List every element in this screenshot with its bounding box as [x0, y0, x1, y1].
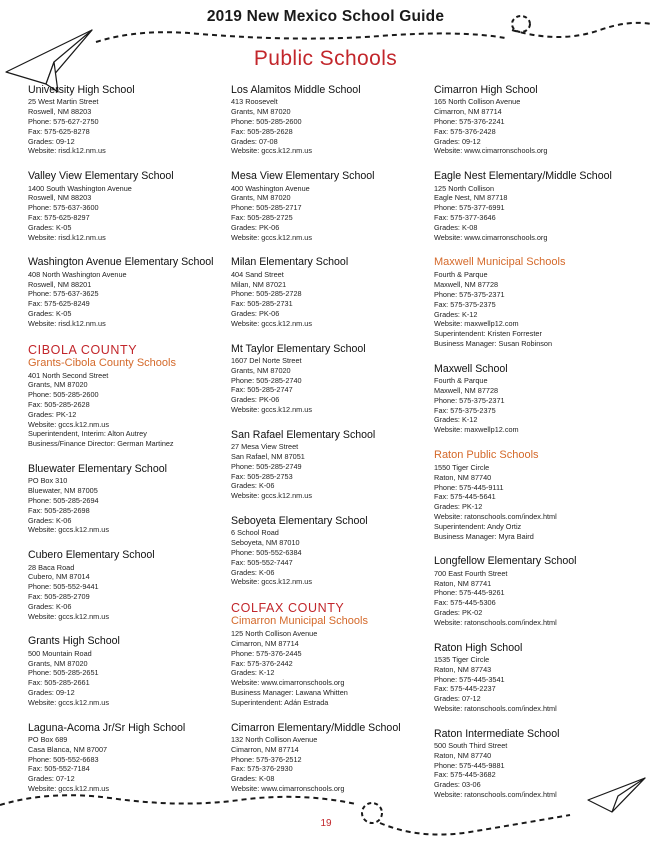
school-detail-line: Phone: 575-627-2750 [28, 117, 99, 126]
school-detail-line: Grades: PK-06 [231, 308, 280, 318]
school-detail-line: Cimarron, NM 87714 [434, 107, 502, 117]
school-detail-line: Fax: 575-445-3682 [434, 770, 496, 780]
school-detail-line: Roswell, NM 88201 [28, 279, 92, 289]
school-name: Milan Elementary School [231, 256, 349, 269]
school-detail-line: Phone: 575-376-2445 [231, 648, 302, 658]
school-entry [434, 449, 630, 541]
school-detail-line: Website: gccs.k12.nm.us [28, 697, 109, 707]
school-name: Cimarron High School [434, 84, 538, 96]
school-name: Seboyeta Elementary School [231, 514, 368, 527]
school-detail-line: Grades: 07-08 [231, 136, 278, 146]
school-entry [231, 601, 427, 707]
school-detail-line: Fourth & Parque [434, 376, 488, 386]
school-detail-line: Superintendent, Interim: Alton Autrey [28, 429, 147, 439]
school-detail-line: Phone: 575-445-9111 [434, 482, 504, 492]
school-entry [28, 463, 224, 535]
school-detail-line: Grades: K-05 [28, 308, 72, 318]
school-name: Mesa View Elementary School [231, 170, 375, 183]
district-name: Cimarron Municipal Schools [231, 615, 368, 628]
school-detail-line: Website: ratonschools.com/index.html [434, 703, 557, 713]
school-detail-line: Website: ratonschools.com/index.html [434, 617, 557, 627]
school-detail-line: Grades: 07-12 [434, 694, 481, 704]
school-detail-line: Fax: 505-285-2628 [28, 399, 90, 409]
school-detail-line: Website: gccs.k12.nm.us [231, 577, 312, 587]
school-detail-line: Phone: 505-285-2694 [28, 495, 99, 505]
school-entry [231, 256, 427, 328]
school-detail-line: 413 Roosevelt [231, 97, 278, 107]
school-detail-line: Website: gccs.k12.nm.us [231, 491, 312, 501]
school-detail-line: Fax: 505-285-2628 [231, 126, 293, 136]
school-detail-line: Fax: 505-285-2698 [28, 505, 90, 515]
school-detail-line: Website: maxwellp12.com [434, 319, 519, 329]
school-detail-line: 28 Baca Road [28, 562, 75, 572]
school-detail-line: Grants, NM 87020 [28, 658, 88, 668]
school-detail-line: Grades: PK-12 [28, 409, 77, 419]
school-name: Cubero Elementary School [28, 549, 155, 562]
school-detail-line: Phone: 505-285-2717 [231, 203, 302, 213]
school-name: Los Alamitos Middle School [231, 84, 361, 96]
school-entry [434, 728, 630, 800]
school-detail-line: Phone: 575-376-2241 [434, 117, 505, 126]
school-detail-line: Fax: 575-375-2375 [434, 405, 496, 415]
school-detail-line: Fax: 505-552-7447 [231, 557, 293, 567]
school-detail-line: 1535 Tiger Circle [434, 654, 490, 664]
school-detail-line: Website: gccs.k12.nm.us [231, 232, 312, 242]
school-detail-line: Superintendent: Kristen Forrester [434, 329, 542, 339]
school-detail-line: Grades: K-06 [28, 515, 72, 525]
school-detail-line: Fax: 505-285-2661 [28, 678, 90, 688]
school-detail-line: 165 North Collison Avenue [434, 97, 521, 107]
school-detail-line: Phone: 505-285-2600 [231, 117, 302, 126]
school-detail-line: 125 North Collison [434, 183, 495, 193]
guide-header-title: 2019 New Mexico School Guide [206, 8, 445, 25]
school-detail-line: Phone: 505-552-9441 [28, 582, 99, 592]
school-column-2 [231, 84, 427, 808]
school-detail-line: Grants, NM 87020 [231, 193, 291, 203]
school-name: Cimarron Elementary/Middle School [231, 721, 401, 734]
school-detail-line: Superintendent: Adán Estrada [231, 697, 329, 707]
school-detail-line: Website: gccs.k12.nm.us [231, 318, 312, 328]
school-detail-line: 401 North Second Street [28, 370, 109, 380]
school-detail-line: 500 South Third Street [434, 741, 508, 751]
school-detail-line: Grades: 03-06 [434, 780, 481, 790]
school-detail-line: Phone: 505-285-2740 [231, 375, 302, 385]
school-entry [434, 84, 630, 156]
school-detail-line: Phone: 575-377-6991 [434, 203, 505, 213]
school-detail-line: Grades: PK-06 [231, 222, 280, 232]
school-detail-line: Grades: K-08 [231, 774, 275, 784]
school-name: Bluewater Elementary School [28, 462, 167, 475]
school-detail-line: Phone: 575-637-3625 [28, 289, 99, 299]
school-detail-line: Grades: 09-12 [434, 136, 481, 146]
school-detail-line: Fax: 505-285-2725 [231, 212, 293, 222]
school-detail-line: Fax: 575-625-8249 [28, 299, 90, 309]
school-entry [28, 84, 224, 156]
school-detail-line: Website: www.cimarronschools.org [434, 146, 548, 156]
school-column-1 [28, 84, 224, 808]
school-detail-line: Fax: 505-285-2747 [231, 385, 293, 395]
school-detail-line: Website: ratonschools.com/index.html [434, 790, 557, 800]
school-detail-line: 400 Washington Avenue [231, 183, 310, 193]
school-detail-line: Website: gccs.k12.nm.us [231, 146, 312, 156]
school-detail-line: Business Manager: Myra Baird [434, 531, 534, 541]
school-detail-line: Phone: 505-285-2728 [231, 289, 302, 299]
school-detail-line: Grades: K-08 [434, 222, 478, 232]
school-detail-line: Website: gccs.k12.nm.us [28, 611, 109, 621]
page-number: 19 [320, 818, 332, 829]
school-detail-line: Website: www.cimarronschools.org [231, 783, 345, 793]
school-detail-line: Raton, NM 87741 [434, 578, 492, 588]
school-detail-line: Phone: 505-285-2651 [28, 668, 99, 678]
school-entry [434, 256, 630, 348]
district-name: Raton Public Schools [434, 448, 539, 461]
school-detail-line: Grades: K-12 [434, 309, 478, 319]
school-detail-line: Fax: 575-376-2428 [434, 126, 496, 136]
school-detail-line: Maxwell, NM 87728 [434, 385, 499, 395]
school-name: Laguna-Acoma Jr/Sr High School [28, 721, 186, 734]
school-detail-line: Phone: 575-445-3541 [434, 674, 505, 684]
school-detail-line: Fax: 575-625-8278 [28, 126, 90, 136]
school-detail-line: Website: gccs.k12.nm.us [28, 783, 109, 793]
school-detail-line: Maxwell, NM 87728 [434, 280, 499, 290]
school-detail-line: 1607 Del Norte Street [231, 355, 302, 365]
school-entry [231, 515, 427, 587]
school-detail-line: Phone: 505-285-2749 [231, 461, 302, 471]
school-detail-line: Phone: 575-445-9261 [434, 588, 505, 598]
school-name: Mt Taylor Elementary School [231, 342, 366, 355]
school-detail-line: Website: gccs.k12.nm.us [28, 525, 109, 535]
school-detail-line: 404 Sand Street [231, 269, 284, 279]
school-detail-line: Website: risd.k12.nm.us [28, 146, 106, 156]
school-detail-line: Raton, NM 87740 [434, 750, 492, 760]
county-heading: COLFAX COUNTY [231, 601, 345, 616]
school-name: Washington Avenue Elementary School [28, 256, 214, 269]
school-detail-line: Business/Finance Director: German Martinez [28, 439, 174, 449]
school-detail-line: Phone: 505-552-6384 [231, 547, 302, 557]
school-detail-line: Website: risd.k12.nm.us [28, 318, 106, 328]
school-detail-line: Phone: 575-375-2371 [434, 395, 505, 405]
school-entry [434, 363, 630, 435]
school-detail-line: Phone: 505-552-6683 [28, 754, 99, 764]
school-detail-line: Website: gccs.k12.nm.us [28, 419, 109, 429]
school-detail-line: 1400 South Washington Avenue [28, 183, 132, 193]
school-name: University High School [28, 84, 135, 96]
school-detail-line: Grades: PK-12 [434, 502, 483, 512]
school-name: Grants High School [28, 635, 120, 648]
school-detail-line: Website: risd.k12.nm.us [28, 232, 106, 242]
school-detail-line: 125 North Collison Avenue [231, 629, 318, 639]
school-detail-line: 27 Mesa View Street [231, 442, 299, 452]
school-entry [28, 549, 224, 621]
school-detail-line: Bluewater, NM 87005 [28, 486, 98, 496]
school-name: Valley View Elementary School [28, 170, 174, 183]
school-detail-line: Grades: K-12 [231, 668, 275, 678]
school-detail-line: Grades: K-05 [28, 222, 72, 232]
section-title: Public Schools [253, 47, 398, 70]
school-detail-line: Fax: 575-445-5306 [434, 598, 496, 608]
school-detail-line: Phone: 575-376-2512 [231, 754, 302, 764]
school-entry [231, 343, 427, 415]
school-detail-line: Fourth & Parque [434, 270, 488, 280]
school-detail-line: Website: maxwellp12.com [434, 425, 519, 435]
school-detail-line: Phone: 575-445-9881 [434, 760, 505, 770]
school-detail-line: Website: gccs.k12.nm.us [231, 404, 312, 414]
school-detail-line: Grades: PK-06 [231, 395, 280, 405]
school-detail-line: Grades: K-06 [231, 481, 275, 491]
school-detail-line: Cubero, NM 87014 [28, 572, 90, 582]
school-detail-line: Fax: 505-285-2709 [28, 591, 90, 601]
school-detail-line: Grades: PK-02 [434, 607, 483, 617]
school-entry [231, 429, 427, 501]
school-detail-line: 408 North Washington Avenue [28, 269, 127, 279]
school-detail-line: Fax: 575-375-2375 [434, 299, 496, 309]
school-detail-line: Phone: 575-375-2371 [434, 289, 505, 299]
school-detail-line: 132 North Collison Avenue [231, 734, 318, 744]
school-detail-line: Cimarron, NM 87714 [231, 638, 299, 648]
school-entry [28, 170, 224, 242]
school-detail-line: San Rafael, NM 87051 [231, 451, 305, 461]
school-detail-line: Fax: 575-445-2237 [434, 684, 496, 694]
school-detail-line: 6 School Road [231, 528, 279, 538]
school-entry [28, 635, 224, 707]
school-column-3 [434, 84, 630, 814]
school-detail-line: Casa Blanca, NM 87007 [28, 744, 108, 754]
school-detail-line: Fax: 575-625-8297 [28, 212, 90, 222]
school-detail-line: 700 East Fourth Street [434, 568, 508, 578]
school-detail-line: Business Manager: Susan Robinson [434, 338, 553, 348]
school-detail-line: Raton, NM 87740 [434, 472, 492, 482]
school-detail-line: Grants, NM 87020 [231, 107, 291, 117]
school-name: Longfellow Elementary School [434, 555, 577, 568]
school-entry [28, 256, 224, 328]
school-detail-line: Fax: 575-376-2442 [231, 658, 293, 668]
school-name: Raton Intermediate School [434, 727, 560, 740]
school-detail-line: Cimarron, NM 87714 [231, 744, 299, 754]
school-name: San Rafael Elementary School [231, 428, 376, 441]
school-entry [434, 170, 630, 242]
school-detail-line: Grades: K-12 [434, 415, 478, 425]
school-detail-line: Eagle Nest, NM 87718 [434, 193, 508, 203]
school-detail-line: Phone: 505-285-2600 [28, 390, 99, 400]
school-detail-line: 1550 Tiger Circle [434, 462, 490, 472]
school-detail-line: Fax: 505-552-7184 [28, 764, 90, 774]
school-entry [231, 170, 427, 242]
school-detail-line: Milan, NM 87021 [231, 279, 287, 289]
school-detail-line: Fax: 575-445-5641 [434, 492, 496, 502]
school-detail-line: Fax: 575-376-2930 [231, 764, 293, 774]
school-entry [434, 642, 630, 714]
school-detail-line: 500 Mountain Road [28, 648, 92, 658]
district-name: Grants-Cibola County Schools [28, 356, 176, 369]
school-name: Raton High School [434, 641, 523, 654]
school-detail-line: Fax: 575-377-3646 [434, 212, 496, 222]
school-detail-line: Business Manager: Lawana Whitten [231, 687, 348, 697]
school-detail-line: Website: www.cimarronschools.org [434, 232, 548, 242]
school-detail-line: Grants, NM 87020 [231, 365, 291, 375]
school-detail-line: Roswell, NM 88203 [28, 107, 92, 117]
school-detail-line: PO Box 689 [28, 734, 68, 744]
school-detail-line: Grades: K-06 [231, 567, 275, 577]
school-detail-line: Grants, NM 87020 [28, 380, 88, 390]
school-entry [28, 722, 224, 794]
school-entry [231, 722, 427, 794]
school-name: Maxwell School [434, 362, 508, 375]
school-detail-line: Website: www.cimarronschools.org [231, 678, 345, 688]
school-entry [28, 343, 224, 449]
school-detail-line: Grades: 09-12 [28, 687, 75, 697]
school-detail-line: PO Box 310 [28, 476, 68, 486]
school-detail-line: Superintendent: Andy Ortiz [434, 521, 522, 531]
school-name: Eagle Nest Elementary/Middle School [434, 170, 612, 183]
school-detail-line: 25 West Martin Street [28, 97, 99, 107]
school-detail-line: Website: ratonschools.com/index.html [434, 511, 557, 521]
school-entry [231, 84, 427, 156]
school-detail-line: Fax: 505-285-2753 [231, 471, 293, 481]
school-detail-line: Seboyeta, NM 87010 [231, 538, 300, 548]
school-detail-line: Roswell, NM 88203 [28, 193, 92, 203]
school-entry [434, 555, 630, 627]
school-detail-line: Grades: 07-12 [28, 774, 75, 784]
county-heading: CIBOLA COUNTY [28, 342, 138, 357]
school-detail-line: Raton, NM 87743 [434, 664, 492, 674]
school-detail-line: Grades: 09-12 [28, 136, 75, 146]
school-detail-line: Fax: 505-285-2731 [231, 299, 293, 309]
school-detail-line: Phone: 575-637-3600 [28, 203, 99, 213]
district-name: Maxwell Municipal Schools [434, 256, 566, 269]
school-detail-line: Grades: K-06 [28, 601, 72, 611]
